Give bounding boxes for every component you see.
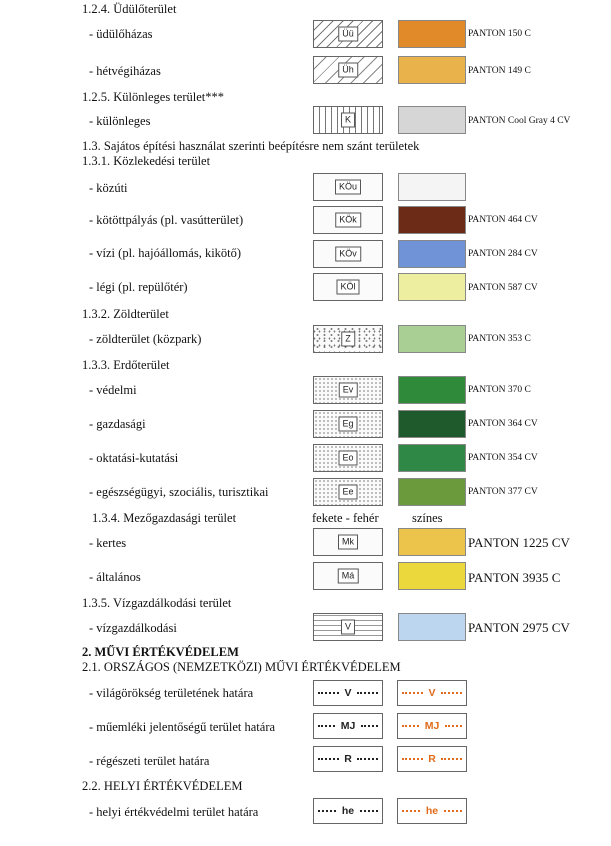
code-kozuti: KÖu — [335, 180, 361, 195]
bw-swatch-oktatasi — [313, 444, 383, 472]
code-egeszsegugyi: Ee — [338, 485, 357, 500]
color-swatch-hetvegihazas — [398, 56, 466, 84]
bw-swatch-hetvegihazas — [313, 56, 383, 84]
row-label-legi: - légi (pl. repülőtér) — [89, 280, 188, 294]
code-kotottpalyas: KÖk — [335, 213, 361, 228]
pantone-vizi: PANTON 284 CV — [468, 249, 538, 259]
dotted-line-right — [441, 692, 462, 694]
color-swatch-altalanos — [398, 562, 466, 590]
pantone-kotottpalyas: PANTON 464 CV — [468, 215, 538, 225]
bw-swatch-kulonleges — [313, 106, 383, 134]
dotted-line-left — [318, 810, 336, 812]
pantone-zoldterulet: PANTON 353 C — [468, 334, 531, 344]
color-swatch-vizgazdalkodasi — [398, 613, 466, 641]
pantone-hetvegihazas: PANTON 149 C — [468, 66, 531, 76]
row-label-vedelmi: - védelmi — [89, 383, 137, 397]
color-swatch-kotottpalyas — [398, 206, 466, 234]
row-label-zoldterulet: - zöldterület (közpark) — [89, 332, 202, 346]
line-code-vilagorokseg: V — [344, 687, 352, 699]
row-label-helyi: - helyi értékvédelmi terület határa — [89, 805, 259, 819]
pantone-kertes: PANTON 1225 CV — [468, 535, 570, 550]
section-heading-1-3: 1.3. Sajátos építési használat szerinti beépítésre nem szánt területek — [82, 139, 420, 153]
dotted-line-left — [402, 692, 423, 694]
color-line-regeszeti — [397, 746, 467, 772]
dotted-line-right — [441, 758, 462, 760]
code-kertes: Mk — [338, 535, 358, 550]
bw-swatch-gazdasagi — [313, 410, 383, 438]
pantone-egeszsegugyi: PANTON 377 CV — [468, 487, 538, 497]
bw-line-helyi — [313, 798, 383, 824]
section-heading-1-3-2: 1.3.2. Zöldterület — [82, 307, 169, 321]
code-hetvegihazas: Üh — [338, 63, 358, 78]
bw-line-regeszeti — [313, 746, 383, 772]
color-line-helyi — [397, 798, 467, 824]
color-swatch-gazdasagi — [398, 410, 466, 438]
line-code-regeszeti: R — [344, 753, 352, 765]
section-heading-1-2-4: 1.2.4. Üdülőterület — [82, 2, 177, 16]
row-label-kozuti: - közúti — [89, 181, 128, 195]
color-swatch-kulonleges — [398, 106, 466, 134]
dotted-line-right — [361, 725, 378, 727]
section-heading-1-3-4: 1.3.4. Mezőgazdasági terület — [92, 511, 237, 525]
bw-line-muemleki — [313, 713, 383, 739]
dotted-line-left — [318, 725, 335, 727]
row-label-muemleki: - műemléki jelentőségű terület határa — [89, 720, 276, 734]
code-kulonleges: K — [341, 113, 355, 128]
line-code-muemleki-color: MJ — [424, 720, 440, 732]
code-vizi: KÖv — [335, 247, 361, 262]
pantone-altalanos: PANTON 3935 C — [468, 570, 561, 585]
bw-swatch-kotottpalyas — [313, 206, 383, 234]
bw-swatch-egeszsegugyi — [313, 478, 383, 506]
line-code-vilagorokseg-color: V — [428, 687, 436, 699]
bw-swatch-kozuti — [313, 173, 383, 201]
line-code-regeszeti-color: R — [428, 753, 436, 765]
row-label-vilagorokseg: - világörökség területének határa — [89, 686, 254, 700]
dotted-line-left — [318, 758, 339, 760]
pantone-vizgazdalkodasi: PANTON 2975 CV — [468, 620, 570, 635]
dotted-line-right — [357, 758, 378, 760]
section-heading-2: 2. MŰVI ÉRTÉKVÉDELEM — [82, 645, 239, 659]
row-label-oktatasi: - oktatási-kutatási — [89, 451, 179, 465]
section-heading-1-3-3: 1.3.3. Erdőterület — [82, 358, 170, 372]
line-code-helyi: he — [341, 805, 355, 817]
column-header-bw: fekete - fehér — [312, 511, 379, 525]
color-swatch-kozuti — [398, 173, 466, 201]
section-heading-2-1: 2.1. ORSZÁGOS (NEMZETKÖZI) MŰVI ÉRTÉKVÉDELEM — [82, 660, 401, 674]
bw-swatch-legi — [313, 273, 383, 301]
column-header-color: színes — [412, 511, 443, 525]
bw-line-vilagorokseg — [313, 680, 383, 706]
dotted-line-left — [402, 725, 419, 727]
section-heading-1-2-5: 1.2.5. Különleges terület*** — [82, 90, 224, 104]
row-label-kulonleges: - különleges — [89, 114, 151, 128]
pantone-kulonleges: PANTON Cool Gray 4 CV — [468, 116, 571, 126]
section-heading-2-2: 2.2. HELYI ÉRTÉKVÉDELEM — [82, 779, 243, 793]
bw-swatch-vizi — [313, 240, 383, 268]
bw-swatch-udulohazas — [313, 20, 383, 48]
row-label-udulohazas: - üdülőházas — [89, 27, 153, 41]
dotted-line-left — [318, 692, 339, 694]
code-zoldterulet: Z — [341, 332, 355, 347]
color-line-vilagorokseg — [397, 680, 467, 706]
pantone-legi: PANTON 587 CV — [468, 283, 538, 293]
row-label-vizi: - vízi (pl. hajóállomás, kikötő) — [89, 246, 242, 260]
dotted-line-left — [402, 810, 420, 812]
row-label-vizgazdalkodasi: - vízgazdálkodási — [89, 621, 177, 635]
color-swatch-oktatasi — [398, 444, 466, 472]
dotted-line-left — [402, 758, 423, 760]
bw-swatch-vizgazdalkodasi — [313, 613, 383, 641]
bw-swatch-altalanos — [313, 562, 383, 590]
color-swatch-legi — [398, 273, 466, 301]
row-label-regeszeti: - régészeti terület határa — [89, 754, 210, 768]
color-swatch-vedelmi — [398, 376, 466, 404]
bw-swatch-zoldterulet — [313, 325, 383, 353]
row-label-gazdasagi: - gazdasági — [89, 417, 146, 431]
dotted-line-right — [360, 810, 378, 812]
pantone-oktatasi: PANTON 354 CV — [468, 453, 538, 463]
code-vedelmi: Ev — [339, 383, 358, 398]
code-altalanos: Má — [338, 569, 359, 584]
row-label-kotottpalyas: - kötöttpályás (pl. vasútterület) — [89, 213, 244, 227]
code-legi: KÖl — [336, 280, 359, 295]
color-swatch-zoldterulet — [398, 325, 466, 353]
bw-swatch-kertes — [313, 528, 383, 556]
pantone-udulohazas: PANTON 150 C — [468, 29, 531, 39]
row-label-hetvegihazas: - hétvégiházas — [89, 64, 161, 78]
dotted-line-right — [357, 692, 378, 694]
color-swatch-kertes — [398, 528, 466, 556]
section-heading-1-3-5: 1.3.5. Vízgazdálkodási terület — [82, 596, 232, 610]
color-swatch-egeszsegugyi — [398, 478, 466, 506]
pantone-gazdasagi: PANTON 364 CV — [468, 419, 538, 429]
color-swatch-vizi — [398, 240, 466, 268]
code-udulohazas: Üü — [338, 27, 358, 42]
code-vizgazdalkodasi: V — [341, 620, 355, 635]
dotted-line-right — [445, 725, 462, 727]
pantone-vedelmi: PANTON 370 C — [468, 385, 531, 395]
row-label-altalanos: - általános — [89, 570, 141, 584]
code-gazdasagi: Eg — [338, 417, 357, 432]
color-swatch-udulohazas — [398, 20, 466, 48]
code-oktatasi: Eo — [338, 451, 357, 466]
line-code-muemleki: MJ — [340, 720, 356, 732]
color-line-muemleki — [397, 713, 467, 739]
row-label-egeszsegugyi: - egészségügyi, szociális, turisztikai — [89, 485, 269, 499]
dotted-line-right — [444, 810, 462, 812]
section-heading-1-3-1: 1.3.1. Közlekedési terület — [82, 154, 211, 168]
line-code-helyi-color: he — [425, 805, 439, 817]
row-label-kertes: - kertes — [89, 536, 127, 550]
bw-swatch-vedelmi — [313, 376, 383, 404]
